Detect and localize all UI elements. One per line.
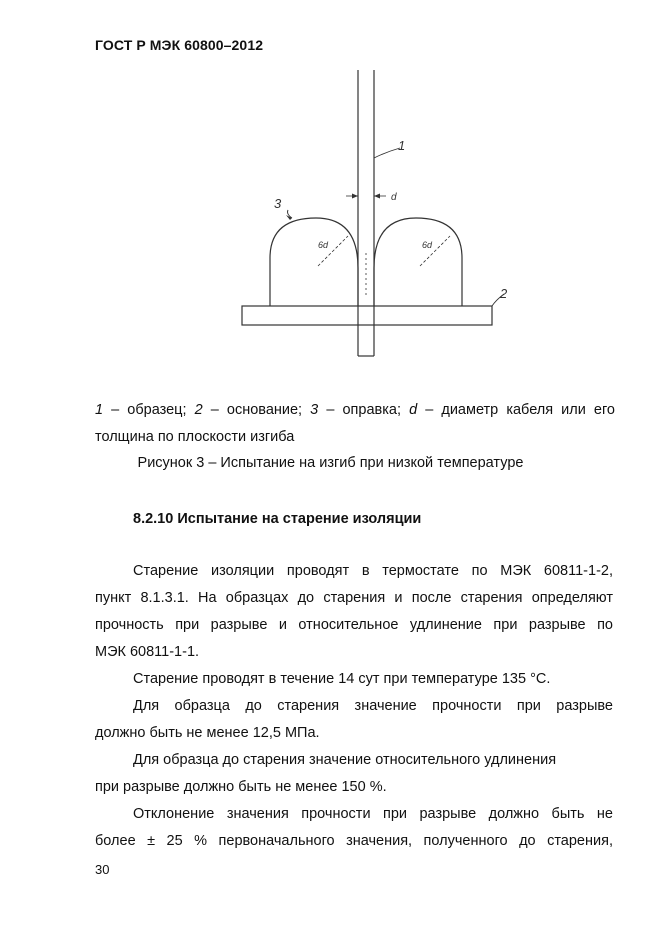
paragraph-line: Старение изоляции проводят в термостате по МЭК 60811-1-2, [133,563,613,579]
leader-1 [374,148,400,158]
paragraph-line: пункт 8.1.3.1. На образцах до старения и после старения определяют [95,590,613,606]
right-mandrel [374,218,462,306]
label-radius-left: 6d [318,240,329,250]
paragraph-line: более ± 25 % первоначального значения, полученного до старения, [95,833,613,849]
page-number: 30 [95,862,110,877]
paragraph-line: при разрыве должно быть не менее 150 %. [95,779,387,795]
paragraph-line: Старение проводят в течение 14 сут при температуре 135 °С. [133,671,551,687]
label-d: d [391,192,397,203]
label-base: 2 [500,286,508,301]
base-plate [242,306,492,325]
paragraph-line: Для образца до старения значение прочности при разрыве [133,698,613,714]
figure-legend-line-2: толщина по плоскости изгиба [95,429,295,445]
label-radius-right: 6d [422,240,433,250]
paragraph-line: Отклонение значения прочности при разрыве должно быть не [133,806,613,822]
figure-legend-line-1: 1 – образец; 2 – основание; 3 – оправка; d – диаметр кабеля или его [95,402,615,418]
figure-caption: Рисунок 3 – Испытание на изгиб при низкой температуре [137,455,524,471]
d-arrowhead-left [352,194,358,199]
label-specimen: 1 [398,138,406,153]
section-heading: 8.2.10 Испытание на старение изоляции [133,511,422,527]
paragraph-line: должно быть не менее 12,5 МПа. [95,725,320,741]
paragraph-line: МЭК 60811-1-1. [95,644,200,660]
bend-test-diagram [228,68,518,368]
paragraph-line: прочность при разрыве и относительное удлинение при разрыве по [95,617,613,633]
label-mandrel: 3 [274,196,282,211]
paragraph-line: Для образца до старения значение относительного удлинения [133,752,557,768]
d-arrowhead-right [374,194,380,199]
bend-test-figure [228,68,518,373]
left-mandrel [270,218,358,306]
document-header: ГОСТ Р МЭК 60800–2012 [95,37,264,53]
